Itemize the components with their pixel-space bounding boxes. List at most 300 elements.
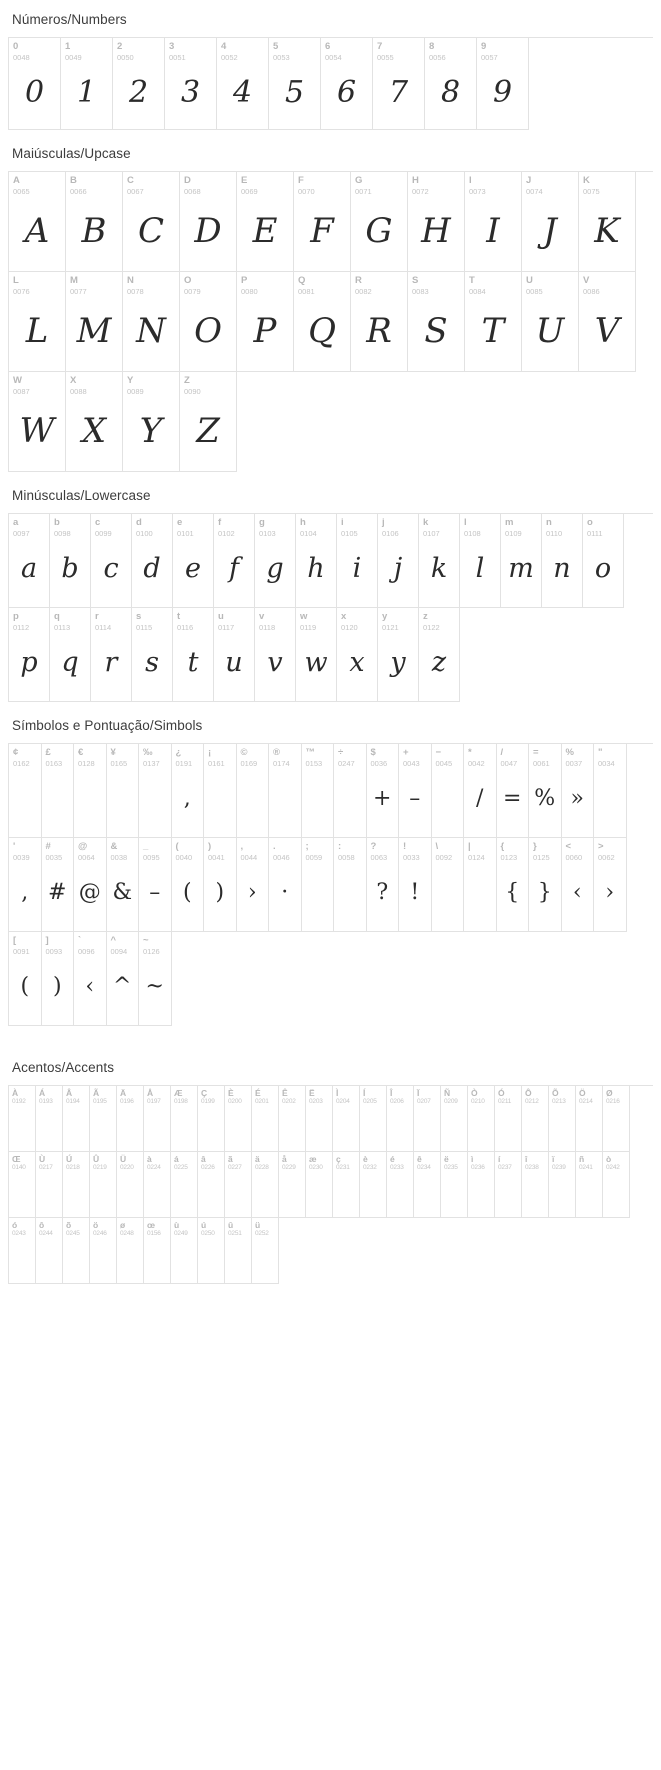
section-title: Símbolos e Pontuação/Simbols bbox=[12, 718, 203, 733]
glyph-cell[interactable] bbox=[9, 172, 66, 272]
glyph-cell[interactable] bbox=[91, 514, 132, 608]
glyph-char-label: : bbox=[338, 841, 342, 852]
glyph-cell[interactable] bbox=[296, 514, 337, 608]
glyph-cell[interactable] bbox=[387, 1152, 414, 1218]
glyph-char-label: Ç bbox=[201, 1088, 208, 1098]
glyph-cell[interactable] bbox=[522, 172, 579, 272]
glyph-char-label: ç bbox=[336, 1154, 341, 1164]
glyph-preview: l bbox=[475, 553, 485, 584]
glyph-cell[interactable] bbox=[172, 838, 205, 932]
glyph-char-code: 0121 bbox=[382, 622, 399, 632]
glyph-cell[interactable] bbox=[465, 272, 522, 372]
glyph-cell[interactable] bbox=[337, 514, 378, 608]
glyph-cell[interactable] bbox=[408, 272, 465, 372]
glyph-cell[interactable] bbox=[9, 608, 50, 702]
glyph-char-code: 0060 bbox=[565, 852, 583, 862]
glyph-cell[interactable] bbox=[477, 38, 529, 130]
glyph-cell[interactable] bbox=[139, 744, 172, 838]
glyph-cell[interactable] bbox=[123, 372, 180, 472]
glyph-char-code: 0194 bbox=[66, 1097, 80, 1105]
glyph-char-label: Ë bbox=[309, 1088, 315, 1098]
glyph-cell[interactable] bbox=[217, 38, 269, 130]
glyph-cell[interactable] bbox=[594, 744, 627, 838]
glyph-cell[interactable] bbox=[42, 744, 75, 838]
glyph-preview: 1 bbox=[76, 75, 97, 110]
glyph-preview: / bbox=[476, 786, 484, 811]
glyph-char-code: 0165 bbox=[110, 758, 128, 768]
glyph-char-label: Ù bbox=[39, 1154, 46, 1164]
glyph-cell[interactable] bbox=[252, 1152, 279, 1218]
glyph-char-code: 0081 bbox=[298, 286, 315, 296]
glyph-cell[interactable] bbox=[237, 172, 294, 272]
glyph-cell[interactable] bbox=[522, 1152, 549, 1218]
glyph-cell[interactable] bbox=[387, 1086, 414, 1152]
glyph-char-label: ` bbox=[78, 935, 82, 946]
glyph-cell[interactable] bbox=[501, 514, 542, 608]
glyph-cell[interactable] bbox=[225, 1218, 252, 1284]
glyph-preview: – bbox=[149, 880, 161, 905]
glyph-cell[interactable] bbox=[117, 1218, 144, 1284]
glyph-cell[interactable] bbox=[468, 1152, 495, 1218]
glyph-char-code: 0191 bbox=[175, 758, 193, 768]
glyph-cell[interactable] bbox=[61, 38, 113, 130]
glyph-cell[interactable] bbox=[334, 744, 367, 838]
glyph-cell[interactable] bbox=[9, 514, 50, 608]
glyph-char-code: 0036 bbox=[370, 758, 388, 768]
glyph-char-code: 0156 bbox=[147, 1229, 161, 1237]
glyph-cell[interactable] bbox=[549, 1086, 576, 1152]
glyph-cell[interactable] bbox=[522, 272, 579, 372]
glyph-cell[interactable] bbox=[50, 514, 91, 608]
glyph-char-code: 0197 bbox=[147, 1097, 161, 1105]
glyph-cell[interactable] bbox=[214, 608, 255, 702]
glyph-cell[interactable] bbox=[9, 932, 42, 1026]
glyph-cell[interactable] bbox=[90, 1086, 117, 1152]
glyph-char-label: Ì bbox=[336, 1088, 339, 1098]
glyph-char-label: ü bbox=[255, 1220, 261, 1230]
glyph-char-label: K bbox=[583, 175, 590, 186]
glyph-cell[interactable] bbox=[204, 744, 237, 838]
glyph-char-code: 0124 bbox=[468, 852, 485, 862]
glyph-cell[interactable] bbox=[9, 38, 61, 130]
glyph-cell[interactable] bbox=[237, 272, 294, 372]
glyph-preview: D bbox=[194, 210, 222, 251]
glyph-cell[interactable] bbox=[441, 1152, 468, 1218]
glyph-char-code: 0204 bbox=[336, 1097, 350, 1105]
glyph-section bbox=[8, 476, 653, 702]
glyph-cell[interactable] bbox=[214, 514, 255, 608]
glyph-cell[interactable] bbox=[9, 838, 42, 932]
glyph-char-code: 0247 bbox=[338, 758, 355, 768]
glyph-preview: m bbox=[508, 553, 534, 584]
glyph-preview: p bbox=[20, 647, 38, 678]
glyph-cell[interactable] bbox=[237, 838, 270, 932]
glyph-cell[interactable] bbox=[9, 1218, 36, 1284]
glyph-preview: o bbox=[594, 553, 612, 584]
glyph-preview: › bbox=[247, 880, 257, 905]
glyph-char-code: 0091 bbox=[13, 946, 30, 956]
glyph-cell[interactable] bbox=[225, 1086, 252, 1152]
section-title: Números/Numbers bbox=[12, 12, 127, 27]
glyph-cell[interactable] bbox=[144, 1218, 171, 1284]
glyph-cell[interactable] bbox=[495, 1086, 522, 1152]
glyph-cell[interactable] bbox=[542, 514, 583, 608]
glyph-char-code: 0114 bbox=[95, 622, 112, 632]
glyph-cell[interactable] bbox=[74, 744, 107, 838]
glyph-char-label: & bbox=[110, 841, 118, 852]
glyph-cell[interactable] bbox=[36, 1152, 63, 1218]
glyph-cell[interactable] bbox=[66, 172, 123, 272]
glyph-char-label: @ bbox=[78, 841, 88, 852]
glyph-cell[interactable] bbox=[334, 838, 367, 932]
glyph-char-label: q bbox=[54, 611, 60, 622]
glyph-preview: q bbox=[61, 647, 79, 678]
glyph-char-code: 0229 bbox=[282, 1163, 296, 1171]
glyph-preview: A bbox=[24, 210, 50, 251]
glyph-preview: S bbox=[424, 310, 448, 351]
glyph-cell[interactable] bbox=[579, 272, 636, 372]
glyph-cell[interactable] bbox=[255, 608, 296, 702]
glyph-section bbox=[8, 1048, 653, 1284]
glyph-cell[interactable] bbox=[465, 172, 522, 272]
glyph-char-code: 0042 bbox=[468, 758, 485, 768]
glyph-char-label: c bbox=[95, 517, 101, 528]
section-title: Maiúsculas/Upcase bbox=[12, 146, 131, 161]
glyph-char-label: 5 bbox=[273, 41, 279, 52]
glyph-cell[interactable] bbox=[529, 744, 562, 838]
glyph-cell[interactable] bbox=[367, 744, 400, 838]
glyph-cell[interactable] bbox=[132, 514, 173, 608]
glyph-grid bbox=[8, 171, 653, 472]
glyph-char-label: î bbox=[525, 1154, 528, 1164]
glyph-char-code: 0041 bbox=[208, 852, 225, 862]
glyph-char-code: 0085 bbox=[526, 286, 543, 296]
glyph-cell[interactable] bbox=[117, 1152, 144, 1218]
glyph-cell[interactable] bbox=[42, 838, 75, 932]
glyph-char-code: 0061 bbox=[533, 758, 550, 768]
glyph-char-label: Ã bbox=[93, 1088, 100, 1098]
glyph-char-code: 0110 bbox=[546, 528, 563, 538]
glyph-char-label: œ bbox=[147, 1220, 156, 1230]
glyph-cell[interactable] bbox=[333, 1152, 360, 1218]
glyph-preview: O bbox=[194, 310, 222, 351]
glyph-char-code: 0063 bbox=[370, 852, 388, 862]
glyph-cell[interactable] bbox=[63, 1152, 90, 1218]
glyph-char-label: 0 bbox=[13, 41, 19, 52]
glyph-cell[interactable] bbox=[464, 838, 497, 932]
glyph-cell[interactable] bbox=[302, 744, 335, 838]
glyph-cell[interactable] bbox=[306, 1086, 333, 1152]
glyph-char-label: ~ bbox=[143, 935, 149, 946]
glyph-preview: 5 bbox=[284, 75, 305, 110]
glyph-preview: = bbox=[503, 786, 522, 811]
glyph-char-label: M bbox=[70, 275, 78, 286]
glyph-cell[interactable] bbox=[432, 744, 465, 838]
glyph-cell[interactable] bbox=[399, 838, 432, 932]
glyph-char-label: ë bbox=[444, 1154, 449, 1164]
glyph-cell[interactable] bbox=[237, 744, 270, 838]
glyph-char-label: Ñ bbox=[444, 1088, 451, 1098]
glyph-cell[interactable] bbox=[180, 372, 237, 472]
glyph-cell[interactable] bbox=[165, 38, 217, 130]
glyph-char-label: ô bbox=[39, 1220, 45, 1230]
glyph-cell[interactable] bbox=[139, 838, 172, 932]
glyph-char-label: € bbox=[78, 747, 84, 758]
glyph-char-label: 2 bbox=[117, 41, 123, 52]
glyph-char-code: 0037 bbox=[565, 758, 583, 768]
glyph-char-code: 0195 bbox=[93, 1097, 107, 1105]
glyph-char-label: ÷ bbox=[338, 747, 344, 758]
glyph-cell[interactable] bbox=[63, 1086, 90, 1152]
glyph-cell[interactable] bbox=[269, 38, 321, 130]
glyph-cell[interactable] bbox=[294, 172, 351, 272]
glyph-char-label: à bbox=[147, 1154, 152, 1164]
glyph-cell[interactable] bbox=[172, 744, 205, 838]
glyph-cell[interactable] bbox=[495, 1152, 522, 1218]
glyph-char-label: ¢ bbox=[13, 747, 19, 758]
glyph-cell[interactable] bbox=[9, 372, 66, 472]
glyph-cell[interactable] bbox=[468, 1086, 495, 1152]
glyph-cell[interactable] bbox=[603, 1086, 630, 1152]
glyph-cell[interactable] bbox=[123, 172, 180, 272]
glyph-char-code: 0241 bbox=[579, 1163, 593, 1171]
glyph-cell[interactable] bbox=[107, 932, 140, 1026]
glyph-cell[interactable] bbox=[123, 272, 180, 372]
glyph-cell[interactable] bbox=[425, 38, 477, 130]
glyph-cell[interactable] bbox=[144, 1152, 171, 1218]
glyph-char-code: 0244 bbox=[39, 1229, 53, 1237]
glyph-char-label: + bbox=[403, 747, 409, 758]
glyph-char-code: 0140 bbox=[12, 1163, 26, 1171]
glyph-cell[interactable] bbox=[255, 514, 296, 608]
glyph-cell[interactable] bbox=[576, 1152, 603, 1218]
glyph-cell[interactable] bbox=[252, 1218, 279, 1284]
glyph-cell[interactable] bbox=[36, 1086, 63, 1152]
glyph-char-label: t bbox=[177, 611, 181, 622]
glyph-cell[interactable] bbox=[294, 272, 351, 372]
glyph-cell[interactable] bbox=[173, 514, 214, 608]
glyph-cell[interactable] bbox=[576, 1086, 603, 1152]
glyph-cell[interactable] bbox=[90, 1152, 117, 1218]
glyph-cell[interactable] bbox=[139, 932, 172, 1026]
glyph-cell[interactable] bbox=[74, 932, 107, 1026]
glyph-char-code: 0128 bbox=[78, 758, 95, 768]
glyph-cell[interactable] bbox=[522, 1086, 549, 1152]
glyph-char-label: Ò bbox=[471, 1088, 478, 1098]
glyph-cell[interactable] bbox=[279, 1152, 306, 1218]
glyph-cell[interactable] bbox=[74, 838, 107, 932]
glyph-char-code: 0211 bbox=[498, 1097, 512, 1105]
glyph-char-code: 0106 bbox=[382, 528, 399, 538]
glyph-cell[interactable] bbox=[171, 1218, 198, 1284]
glyph-preview: + bbox=[373, 786, 392, 811]
glyph-preview: J bbox=[543, 210, 557, 251]
glyph-char-label: ¥ bbox=[110, 747, 116, 758]
glyph-char-label: õ bbox=[66, 1220, 72, 1230]
glyph-char-code: 0213 bbox=[552, 1097, 566, 1105]
glyph-cell[interactable] bbox=[279, 1086, 306, 1152]
glyph-preview: L bbox=[25, 310, 49, 351]
glyph-cell[interactable] bbox=[306, 1152, 333, 1218]
glyph-cell[interactable] bbox=[321, 38, 373, 130]
glyph-char-label: Z bbox=[184, 375, 190, 386]
glyph-cell[interactable] bbox=[302, 838, 335, 932]
glyph-cell[interactable] bbox=[378, 514, 419, 608]
glyph-cell[interactable] bbox=[419, 608, 460, 702]
glyph-cell[interactable] bbox=[252, 1086, 279, 1152]
glyph-char-code: 0162 bbox=[13, 758, 30, 768]
glyph-preview: X bbox=[81, 410, 107, 451]
glyph-preview: M bbox=[76, 310, 112, 351]
glyph-char-label: % bbox=[565, 747, 574, 758]
glyph-cell[interactable] bbox=[198, 1086, 225, 1152]
glyph-cell[interactable] bbox=[9, 744, 42, 838]
glyph-char-code: 0075 bbox=[583, 186, 600, 196]
glyph-cell[interactable] bbox=[9, 1152, 36, 1218]
glyph-cell[interactable] bbox=[132, 608, 173, 702]
glyph-cell[interactable] bbox=[180, 272, 237, 372]
glyph-preview: ‹ bbox=[85, 974, 95, 999]
glyph-cell[interactable] bbox=[337, 608, 378, 702]
glyph-cell[interactable] bbox=[603, 1152, 630, 1218]
glyph-cell[interactable] bbox=[9, 1086, 36, 1152]
glyph-char-label: 8 bbox=[429, 41, 435, 52]
glyph-cell[interactable] bbox=[296, 608, 337, 702]
glyph-cell[interactable] bbox=[171, 1086, 198, 1152]
glyph-cell[interactable] bbox=[107, 744, 140, 838]
glyph-cell[interactable] bbox=[113, 38, 165, 130]
glyph-cell[interactable] bbox=[583, 514, 624, 608]
glyph-cell[interactable] bbox=[42, 932, 75, 1026]
glyph-cell[interactable] bbox=[173, 608, 214, 702]
glyph-cell[interactable] bbox=[460, 514, 501, 608]
glyph-cell[interactable] bbox=[9, 272, 66, 372]
glyph-char-code: 0153 bbox=[305, 758, 323, 768]
glyph-char-label: E bbox=[241, 175, 248, 186]
glyph-grid bbox=[8, 743, 653, 1026]
glyph-cell[interactable] bbox=[529, 838, 562, 932]
glyph-cell[interactable] bbox=[441, 1086, 468, 1152]
glyph-cell[interactable] bbox=[414, 1086, 441, 1152]
glyph-cell[interactable] bbox=[497, 744, 530, 838]
glyph-cell[interactable] bbox=[180, 172, 237, 272]
glyph-cell[interactable] bbox=[66, 272, 123, 372]
glyph-cell[interactable] bbox=[91, 608, 132, 702]
glyph-cell[interactable] bbox=[497, 838, 530, 932]
glyph-cell[interactable] bbox=[107, 838, 140, 932]
glyph-char-code: 0065 bbox=[13, 186, 30, 196]
glyph-cell[interactable] bbox=[562, 744, 595, 838]
glyph-cell[interactable] bbox=[204, 838, 237, 932]
glyph-section bbox=[8, 134, 653, 472]
glyph-cell[interactable] bbox=[373, 38, 425, 130]
glyph-cell[interactable] bbox=[333, 1086, 360, 1152]
glyph-cell[interactable] bbox=[198, 1152, 225, 1218]
glyph-char-code: 0109 bbox=[505, 528, 522, 538]
glyph-cell[interactable] bbox=[399, 744, 432, 838]
glyph-char-label: B bbox=[70, 175, 77, 186]
glyph-cell[interactable] bbox=[432, 838, 465, 932]
glyph-cell[interactable] bbox=[66, 372, 123, 472]
glyph-cell[interactable] bbox=[419, 514, 460, 608]
glyph-cell[interactable] bbox=[117, 1086, 144, 1152]
glyph-char-code: 0084 bbox=[469, 286, 486, 296]
glyph-char-code: 0108 bbox=[464, 528, 481, 538]
glyph-cell[interactable] bbox=[464, 744, 497, 838]
glyph-char-label: x bbox=[341, 611, 347, 622]
glyph-cell[interactable] bbox=[378, 608, 419, 702]
glyph-char-code: 0111 bbox=[587, 528, 603, 538]
glyph-char-label: ™ bbox=[305, 747, 315, 758]
glyph-char-code: 0193 bbox=[39, 1097, 53, 1105]
glyph-cell[interactable] bbox=[269, 744, 302, 838]
glyph-char-label: Ï bbox=[417, 1088, 420, 1098]
glyph-cell[interactable] bbox=[367, 838, 400, 932]
glyph-char-label: ø bbox=[120, 1220, 126, 1230]
glyph-preview: # bbox=[48, 880, 67, 905]
glyph-char-label: > bbox=[598, 841, 604, 852]
glyph-char-label: ó bbox=[12, 1220, 18, 1230]
glyph-char-label: ò bbox=[606, 1154, 612, 1164]
glyph-cell[interactable] bbox=[562, 838, 595, 932]
glyph-cell[interactable] bbox=[594, 838, 627, 932]
glyph-char-label: Œ bbox=[12, 1154, 21, 1164]
glyph-cell[interactable] bbox=[144, 1086, 171, 1152]
glyph-char-label: Ú bbox=[66, 1154, 73, 1164]
glyph-cell[interactable] bbox=[351, 172, 408, 272]
glyph-char-code: 0094 bbox=[110, 946, 128, 956]
glyph-char-label: Ä bbox=[120, 1088, 127, 1098]
glyph-char-label: Ô bbox=[525, 1088, 532, 1098]
glyph-cell[interactable] bbox=[225, 1152, 252, 1218]
glyph-char-code: 0214 bbox=[579, 1097, 593, 1105]
glyph-char-code: 0072 bbox=[412, 186, 429, 196]
glyph-preview: 0 bbox=[24, 75, 45, 110]
glyph-char-code: 0062 bbox=[598, 852, 615, 862]
glyph-char-label: É bbox=[255, 1088, 261, 1098]
glyph-preview: e bbox=[185, 553, 201, 584]
glyph-char-code: 0038 bbox=[110, 852, 128, 862]
glyph-cell[interactable] bbox=[269, 838, 302, 932]
glyph-cell[interactable] bbox=[90, 1218, 117, 1284]
glyph-preview: u bbox=[225, 647, 243, 678]
glyph-char-code: 0097 bbox=[13, 528, 30, 538]
glyph-preview: B bbox=[81, 210, 107, 251]
glyph-cell[interactable] bbox=[36, 1218, 63, 1284]
glyph-cell[interactable] bbox=[351, 272, 408, 372]
glyph-char-code: 0066 bbox=[70, 186, 87, 196]
glyph-char-code: 0220 bbox=[120, 1163, 134, 1171]
glyph-char-code: 0107 bbox=[423, 528, 440, 538]
glyph-char-label: w bbox=[300, 611, 308, 622]
glyph-cell[interactable] bbox=[171, 1152, 198, 1218]
glyph-char-code: 0049 bbox=[65, 52, 82, 62]
glyph-preview: 4 bbox=[232, 75, 253, 110]
glyph-char-code: 0228 bbox=[255, 1163, 269, 1171]
glyph-cell[interactable] bbox=[408, 172, 465, 272]
glyph-cell[interactable] bbox=[360, 1152, 387, 1218]
glyph-cell[interactable] bbox=[360, 1086, 387, 1152]
glyph-char-code: 0104 bbox=[300, 528, 317, 538]
glyph-cell[interactable] bbox=[198, 1218, 225, 1284]
glyph-char-code: 0105 bbox=[341, 528, 358, 538]
glyph-cell[interactable] bbox=[549, 1152, 576, 1218]
glyph-cell[interactable] bbox=[63, 1218, 90, 1284]
glyph-cell[interactable] bbox=[579, 172, 636, 272]
glyph-cell[interactable] bbox=[50, 608, 91, 702]
glyph-char-code: 0219 bbox=[93, 1163, 107, 1171]
glyph-cell[interactable] bbox=[414, 1152, 441, 1218]
